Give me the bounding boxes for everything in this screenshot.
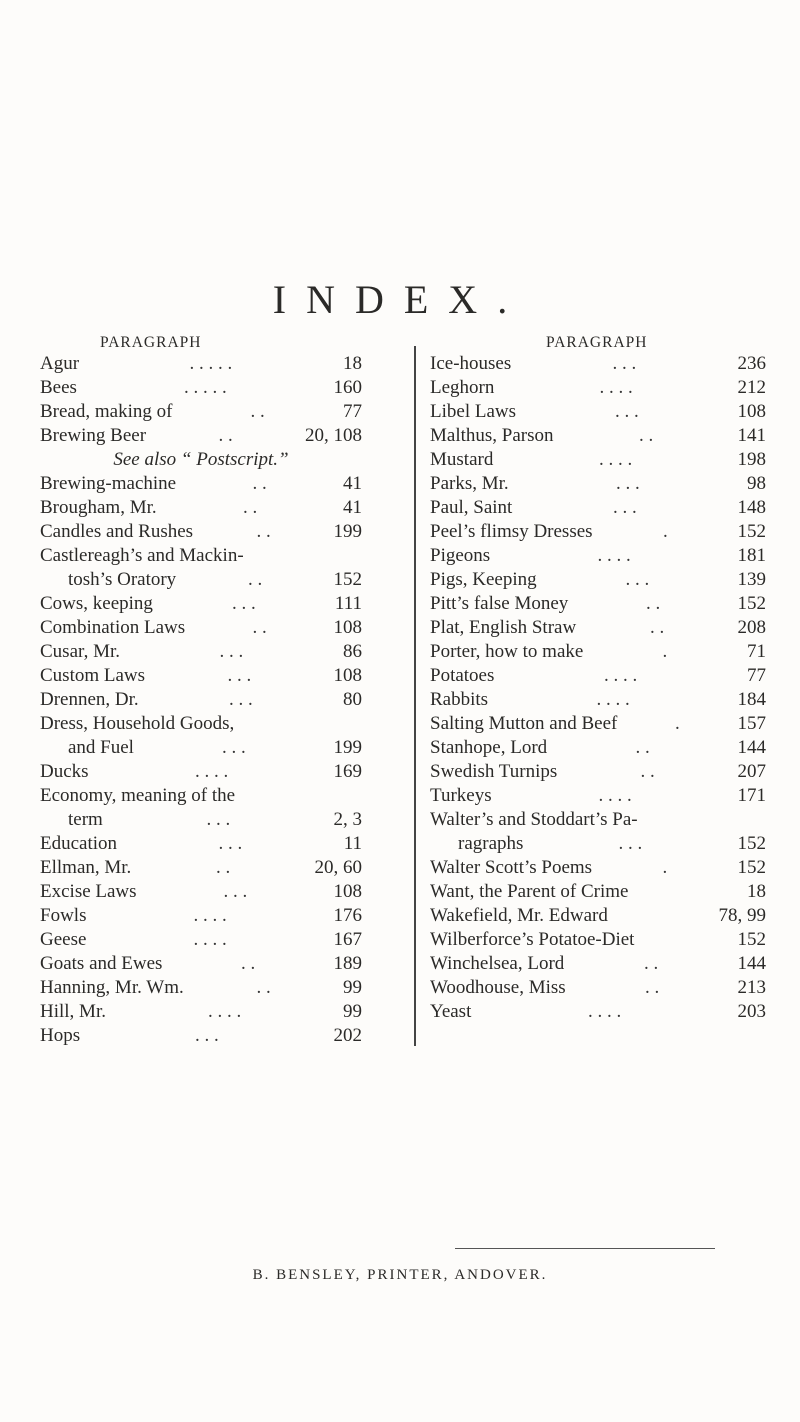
entry-name: Ducks bbox=[40, 761, 89, 782]
index-entry bbox=[40, 496, 362, 520]
entry-name: Malthus, Parson bbox=[430, 425, 554, 446]
entry-paragraph-number: 108 bbox=[737, 401, 766, 422]
entry-paragraph-number: 203 bbox=[737, 1001, 766, 1022]
index-entry bbox=[430, 712, 766, 736]
entry-name: See also “ Postscript.” bbox=[113, 449, 289, 470]
entry-name: Wakefield, Mr. Edward bbox=[430, 905, 608, 926]
entry-name: Mustard bbox=[430, 449, 494, 470]
index-entry bbox=[430, 736, 766, 760]
entry-leader-dots: . . . bbox=[613, 497, 637, 518]
index-entry bbox=[40, 448, 362, 472]
index-entry bbox=[40, 952, 362, 976]
right-index-list bbox=[430, 352, 766, 1024]
entry-leader-dots: . . . bbox=[219, 641, 244, 662]
index-entry bbox=[430, 664, 766, 688]
index-entry bbox=[40, 664, 362, 688]
index-entry bbox=[40, 400, 362, 424]
entry-paragraph-number: 176 bbox=[333, 905, 362, 926]
index-entry bbox=[430, 688, 766, 712]
entry-leader-dots: . . . bbox=[218, 833, 243, 854]
entry-name: and Fuel bbox=[68, 737, 134, 758]
entry-paragraph-number: 99 bbox=[343, 1001, 362, 1022]
entry-name: Hill, Mr. bbox=[40, 1001, 106, 1022]
index-entry bbox=[40, 856, 362, 880]
entry-paragraph-number: 141 bbox=[737, 425, 766, 446]
entry-name: Goats and Ewes bbox=[40, 953, 163, 974]
index-entry bbox=[40, 592, 362, 616]
index-entry bbox=[40, 808, 362, 832]
entry-paragraph-number: 213 bbox=[737, 977, 766, 998]
entry-paragraph-number: 108 bbox=[333, 617, 362, 638]
entry-name: Yeast bbox=[430, 1001, 472, 1022]
entry-name: Ellman, Mr. bbox=[40, 857, 132, 878]
index-entry bbox=[430, 376, 766, 400]
entry-paragraph-number: 99 bbox=[343, 977, 362, 998]
entry-paragraph-number: 111 bbox=[334, 593, 362, 614]
index-entry bbox=[40, 712, 362, 736]
entry-paragraph-number: 202 bbox=[333, 1025, 362, 1046]
entry-leader-dots: . . bbox=[216, 857, 231, 878]
entry-leader-dots: . . . . bbox=[588, 1001, 622, 1022]
index-entry bbox=[40, 928, 362, 952]
index-entry bbox=[40, 472, 362, 496]
entry-paragraph-number: 41 bbox=[343, 497, 362, 518]
index-entry bbox=[40, 424, 362, 448]
entry-paragraph-number: 152 bbox=[737, 833, 766, 854]
entry-leader-dots: . . . bbox=[195, 1025, 219, 1046]
entry-paragraph-number: 160 bbox=[333, 377, 362, 398]
index-entry bbox=[430, 832, 766, 856]
entry-name: Custom Laws bbox=[40, 665, 146, 686]
left-column-header: PARAGRAPH bbox=[100, 334, 202, 351]
index-entry bbox=[430, 1000, 766, 1024]
entry-leader-dots: . . bbox=[645, 977, 660, 998]
entry-leader-dots: . . . bbox=[222, 737, 246, 758]
index-entry bbox=[430, 472, 766, 496]
index-entry bbox=[40, 760, 362, 784]
entry-paragraph-number: 77 bbox=[343, 401, 362, 422]
entry-paragraph-number: 199 bbox=[333, 521, 362, 542]
index-entry bbox=[40, 568, 362, 592]
entry-name: Pitt’s false Money bbox=[430, 593, 569, 614]
entry-name: Parks, Mr. bbox=[430, 473, 509, 494]
column-divider bbox=[414, 346, 416, 1046]
entry-paragraph-number: 148 bbox=[737, 497, 766, 518]
entry-paragraph-number: 144 bbox=[737, 953, 766, 974]
entry-leader-dots: . . . bbox=[625, 569, 650, 590]
index-entry bbox=[430, 520, 766, 544]
entry-name: Woodhouse, Miss bbox=[430, 977, 566, 998]
index-entry bbox=[40, 616, 362, 640]
entry-paragraph-number: 212 bbox=[737, 377, 766, 398]
entry-paragraph-number: 152 bbox=[737, 593, 766, 614]
entry-name: Turkeys bbox=[430, 785, 492, 806]
index-entry bbox=[40, 376, 362, 400]
entry-paragraph-number: 2, 3 bbox=[333, 809, 362, 830]
entry-leader-dots: . . . bbox=[232, 593, 256, 614]
entry-leader-dots: . . bbox=[646, 593, 661, 614]
entry-leader-dots: . . bbox=[248, 569, 263, 590]
entry-leader-dots: . . . . bbox=[596, 689, 630, 710]
entry-leader-dots: . bbox=[675, 713, 680, 734]
index-entry bbox=[40, 1000, 362, 1024]
entry-paragraph-number: 86 bbox=[343, 641, 362, 662]
index-entry bbox=[430, 496, 766, 520]
entry-name: Peel’s flimsy Dresses bbox=[430, 521, 593, 542]
entry-name: Want, the Parent of Crime bbox=[430, 881, 629, 902]
entry-paragraph-number: 171 bbox=[737, 785, 766, 806]
entry-name: tosh’s Oratory bbox=[68, 569, 177, 590]
entry-leader-dots: . . . . bbox=[193, 929, 227, 950]
entry-leader-dots: . . . . bbox=[598, 785, 632, 806]
entry-paragraph-number: 78, 99 bbox=[718, 905, 766, 926]
entry-paragraph-number: 236 bbox=[737, 353, 766, 374]
entry-name: Drennen, Dr. bbox=[40, 689, 139, 710]
index-entry bbox=[430, 400, 766, 424]
entry-leader-dots: . . bbox=[252, 617, 267, 638]
entry-name: Candles and Rushes bbox=[40, 521, 194, 542]
index-entry bbox=[40, 832, 362, 856]
entry-name: ragraphs bbox=[458, 833, 524, 854]
entry-leader-dots: . . . bbox=[223, 881, 248, 902]
entry-name: Ice-houses bbox=[430, 353, 512, 374]
entry-paragraph-number: 208 bbox=[737, 617, 766, 638]
entry-paragraph-number: 77 bbox=[747, 665, 766, 686]
entry-paragraph-number: 41 bbox=[343, 473, 362, 494]
index-entry bbox=[40, 640, 362, 664]
entry-name: Pigeons bbox=[430, 545, 491, 566]
entry-name: Economy, meaning of the bbox=[40, 785, 236, 806]
entry-leader-dots: . . . . bbox=[599, 377, 633, 398]
entry-paragraph-number: 108 bbox=[333, 665, 362, 686]
entry-leader-dots: . . bbox=[650, 617, 665, 638]
entry-name: Cows, keeping bbox=[40, 593, 153, 614]
entry-name: Education bbox=[40, 833, 118, 854]
entry-leader-dots: . bbox=[662, 857, 668, 878]
entry-name: Hops bbox=[40, 1025, 81, 1046]
entry-name: Wilberforce’s Potatoe-Diet bbox=[430, 929, 635, 950]
entry-name: Potatoes bbox=[430, 665, 495, 686]
page-title: INDEX. bbox=[272, 277, 528, 322]
entry-paragraph-number: 207 bbox=[737, 761, 766, 782]
index-entry bbox=[430, 544, 766, 568]
entry-name: Agur bbox=[40, 353, 80, 374]
index-entry bbox=[40, 976, 362, 1000]
entry-name: Walter’s and Stoddart’s Pa- bbox=[430, 809, 638, 830]
entry-name: Paul, Saint bbox=[430, 497, 513, 518]
entry-name: Walter Scott’s Poems bbox=[430, 857, 593, 878]
entry-leader-dots: . . . . . bbox=[184, 377, 227, 398]
index-entry bbox=[430, 904, 766, 928]
entry-leader-dots: . . bbox=[243, 497, 258, 518]
entry-name: Salting Mutton and Beef bbox=[430, 713, 618, 734]
index-entry bbox=[40, 688, 362, 712]
printer-imprint: B. BENSLEY, PRINTER, ANDOVER. bbox=[252, 1267, 548, 1283]
index-entry bbox=[40, 1024, 362, 1048]
entry-leader-dots: . . . . . bbox=[189, 353, 233, 374]
entry-name: Castlereagh’s and Mackin- bbox=[40, 545, 244, 566]
index-entry bbox=[430, 808, 766, 832]
index-entry bbox=[430, 928, 766, 952]
index-entry bbox=[40, 520, 362, 544]
entry-leader-dots: . . . bbox=[618, 833, 643, 854]
entry-leader-dots: . . . bbox=[615, 401, 639, 422]
entry-paragraph-number: 189 bbox=[333, 953, 362, 974]
entry-name: Bread, making of bbox=[40, 401, 173, 422]
entry-paragraph-number: 144 bbox=[737, 737, 766, 758]
entry-leader-dots: . . . . bbox=[599, 449, 633, 470]
entry-paragraph-number: 181 bbox=[737, 545, 766, 566]
entry-name: Porter, how to make bbox=[430, 641, 584, 662]
index-entry bbox=[430, 592, 766, 616]
entry-leader-dots: . . bbox=[241, 953, 256, 974]
entry-paragraph-number: 80 bbox=[343, 689, 362, 710]
entry-paragraph-number: 167 bbox=[333, 929, 362, 950]
entry-name: Hanning, Mr. Wm. bbox=[40, 977, 184, 998]
footer-rule bbox=[455, 1248, 715, 1249]
entry-name: Stanhope, Lord bbox=[430, 737, 548, 758]
entry-paragraph-number: 152 bbox=[333, 569, 362, 590]
entry-name: Geese bbox=[40, 929, 87, 950]
entry-leader-dots: . . bbox=[639, 425, 654, 446]
entry-paragraph-number: 152 bbox=[737, 857, 766, 878]
entry-leader-dots: . . bbox=[252, 473, 267, 494]
entry-leader-dots: . . . . bbox=[604, 665, 638, 686]
entry-name: Brougham, Mr. bbox=[40, 497, 157, 518]
entry-leader-dots: . . . bbox=[227, 665, 252, 686]
entry-leader-dots: . . . . bbox=[195, 761, 229, 782]
index-entry bbox=[430, 952, 766, 976]
entry-leader-dots: . . bbox=[250, 401, 265, 422]
entry-leader-dots: . . . bbox=[616, 473, 640, 494]
entry-paragraph-number: 198 bbox=[737, 449, 766, 470]
left-index-list bbox=[40, 352, 362, 1048]
entry-paragraph-number: 184 bbox=[737, 689, 766, 710]
entry-paragraph-number: 20, 60 bbox=[314, 857, 362, 878]
entry-paragraph-number: 20, 108 bbox=[305, 425, 362, 446]
entry-paragraph-number: 11 bbox=[343, 833, 362, 854]
entry-name: Cusar, Mr. bbox=[40, 641, 120, 662]
index-entry bbox=[430, 424, 766, 448]
entry-name: Pigs, Keeping bbox=[430, 569, 537, 590]
index-entry bbox=[40, 544, 362, 568]
entry-name: Combination Laws bbox=[40, 617, 186, 638]
entry-leader-dots: . . . bbox=[206, 809, 231, 830]
entry-name: term bbox=[68, 809, 103, 830]
entry-name: Fowls bbox=[40, 905, 87, 926]
entry-paragraph-number: 152 bbox=[737, 521, 766, 542]
index-entry bbox=[430, 448, 766, 472]
entry-name: Excise Laws bbox=[40, 881, 137, 902]
entry-leader-dots: . . bbox=[635, 737, 650, 758]
entry-name: Dress, Household Goods, bbox=[40, 713, 235, 734]
entry-leader-dots: . bbox=[662, 641, 668, 662]
index-entry bbox=[40, 880, 362, 904]
entry-name: Brewing Beer bbox=[40, 425, 147, 446]
entry-leader-dots: . . bbox=[218, 425, 233, 446]
entry-leader-dots: . . bbox=[640, 761, 655, 782]
entry-paragraph-number: 98 bbox=[747, 473, 766, 494]
index-entry bbox=[430, 568, 766, 592]
entry-leader-dots: . . bbox=[256, 521, 271, 542]
index-entry bbox=[430, 976, 766, 1000]
index-entry bbox=[40, 784, 362, 808]
right-column-header: PARAGRAPH bbox=[546, 334, 648, 351]
index-entry bbox=[40, 352, 362, 376]
entry-paragraph-number: 71 bbox=[747, 641, 766, 662]
index-entry bbox=[430, 616, 766, 640]
entry-name: Brewing-machine bbox=[40, 473, 177, 494]
index-entry bbox=[40, 736, 362, 760]
index-entry bbox=[430, 640, 766, 664]
entry-leader-dots: . . . bbox=[612, 353, 637, 374]
entry-name: Rabbits bbox=[430, 689, 489, 710]
entry-name: Leghorn bbox=[430, 377, 495, 398]
index-entry bbox=[430, 760, 766, 784]
entry-name: Plat, English Straw bbox=[430, 617, 577, 638]
entry-paragraph-number: 169 bbox=[333, 761, 362, 782]
entry-paragraph-number: 139 bbox=[737, 569, 766, 590]
entry-leader-dots: . . . . bbox=[208, 1001, 242, 1022]
entry-paragraph-number: 18 bbox=[747, 881, 766, 902]
entry-leader-dots: . . bbox=[644, 953, 659, 974]
index-entry bbox=[430, 880, 766, 904]
entry-leader-dots: . . . bbox=[229, 689, 253, 710]
entry-name: Bees bbox=[40, 377, 77, 398]
entry-leader-dots: . . bbox=[256, 977, 271, 998]
entry-paragraph-number: 199 bbox=[333, 737, 362, 758]
entry-paragraph-number: 18 bbox=[343, 353, 362, 374]
entry-name: Libel Laws bbox=[430, 401, 517, 422]
entry-leader-dots: . bbox=[663, 521, 668, 542]
entry-leader-dots: . . . . bbox=[597, 545, 631, 566]
index-entry bbox=[430, 784, 766, 808]
index-entry bbox=[430, 856, 766, 880]
entry-paragraph-number: 157 bbox=[737, 713, 766, 734]
entry-paragraph-number: 152 bbox=[737, 929, 766, 950]
entry-leader-dots: . . . . bbox=[193, 905, 227, 926]
entry-paragraph-number: 108 bbox=[333, 881, 362, 902]
index-entry bbox=[430, 352, 766, 376]
entry-name: Swedish Turnips bbox=[430, 761, 558, 782]
index-entry bbox=[40, 904, 362, 928]
entry-name: Winchelsea, Lord bbox=[430, 953, 565, 974]
